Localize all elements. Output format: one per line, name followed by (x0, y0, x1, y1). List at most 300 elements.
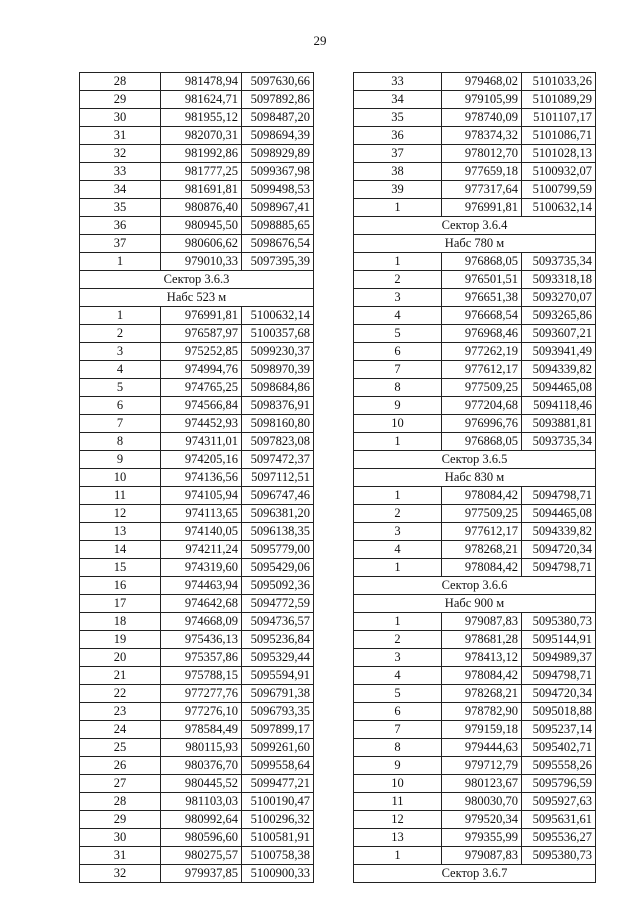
y-coordinate: 5094720,34 (522, 685, 596, 703)
x-coordinate: 980606,62 (161, 235, 242, 253)
y-coordinate: 5095631,61 (522, 811, 596, 829)
x-coordinate: 979712,79 (442, 757, 522, 775)
y-coordinate: 5095092,36 (242, 577, 314, 595)
x-coordinate: 974311,01 (161, 433, 242, 451)
x-coordinate: 980876,40 (161, 199, 242, 217)
y-coordinate: 5093318,18 (522, 271, 596, 289)
y-coordinate: 5100581,91 (242, 829, 314, 847)
y-coordinate: 5100632,14 (242, 307, 314, 325)
sector-header-row (354, 451, 596, 469)
y-coordinate: 5094772,59 (242, 595, 314, 613)
table-row (80, 613, 314, 631)
table-row (80, 163, 314, 181)
table-body-right (354, 73, 596, 883)
x-coordinate: 976651,38 (442, 289, 522, 307)
y-coordinate: 5096381,20 (242, 505, 314, 523)
point-number: 18 (80, 613, 161, 631)
table-row (80, 379, 314, 397)
y-coordinate: 5096747,46 (242, 487, 314, 505)
point-number: 6 (80, 397, 161, 415)
point-number: 2 (354, 631, 442, 649)
x-coordinate: 978374,32 (442, 127, 522, 145)
point-number: 38 (354, 163, 442, 181)
y-coordinate: 5097892,86 (242, 91, 314, 109)
y-coordinate: 5094339,82 (522, 523, 596, 541)
y-coordinate: 5100758,38 (242, 847, 314, 865)
table-row (80, 361, 314, 379)
table-row (80, 451, 314, 469)
table-row (80, 829, 314, 847)
x-coordinate: 978084,42 (442, 559, 522, 577)
point-number: 1 (354, 253, 442, 271)
point-number: 7 (354, 361, 442, 379)
point-number: 17 (80, 595, 161, 613)
y-coordinate: 5099477,21 (242, 775, 314, 793)
point-number: 3 (354, 289, 442, 307)
x-coordinate: 975252,85 (161, 343, 242, 361)
table-row (354, 379, 596, 397)
point-number: 21 (80, 667, 161, 685)
y-coordinate: 5093270,07 (522, 289, 596, 307)
table-row (80, 775, 314, 793)
point-number: 35 (80, 199, 161, 217)
point-number: 35 (354, 109, 442, 127)
point-number: 7 (80, 415, 161, 433)
table-row (80, 127, 314, 145)
point-number: 4 (354, 667, 442, 685)
point-number: 9 (354, 397, 442, 415)
x-coordinate: 979087,83 (442, 613, 522, 631)
sector-header-row (354, 217, 596, 235)
table-row (80, 217, 314, 235)
x-coordinate: 974136,56 (161, 469, 242, 487)
table-row (354, 145, 596, 163)
sector-header-row (354, 469, 596, 487)
x-coordinate: 980945,50 (161, 217, 242, 235)
sector-header: Сектор 3.6.3 (80, 271, 314, 289)
y-coordinate: 5098676,54 (242, 235, 314, 253)
x-coordinate: 976587,97 (161, 325, 242, 343)
table-row (80, 541, 314, 559)
x-coordinate: 975788,15 (161, 667, 242, 685)
point-number: 3 (80, 343, 161, 361)
sector-header-row (80, 289, 314, 307)
point-number: 1 (354, 433, 442, 451)
y-coordinate: 5098929,89 (242, 145, 314, 163)
x-coordinate: 977276,10 (161, 703, 242, 721)
table-row (354, 73, 596, 91)
table-row (80, 307, 314, 325)
x-coordinate: 974105,94 (161, 487, 242, 505)
y-coordinate: 5098694,39 (242, 127, 314, 145)
x-coordinate: 974765,25 (161, 379, 242, 397)
x-coordinate: 979355,99 (442, 829, 522, 847)
point-number: 2 (354, 505, 442, 523)
y-coordinate: 5094798,71 (522, 559, 596, 577)
point-number: 33 (354, 73, 442, 91)
point-number: 31 (80, 127, 161, 145)
y-coordinate: 5097630,66 (242, 73, 314, 91)
sector-header-row (354, 865, 596, 883)
x-coordinate: 978084,42 (442, 667, 522, 685)
point-number: 11 (354, 793, 442, 811)
point-number: 34 (354, 91, 442, 109)
y-coordinate: 5094736,57 (242, 613, 314, 631)
table-row (354, 793, 596, 811)
point-number: 5 (354, 325, 442, 343)
point-number: 31 (80, 847, 161, 865)
x-coordinate: 977277,76 (161, 685, 242, 703)
point-number: 30 (80, 109, 161, 127)
table-row (80, 703, 314, 721)
y-coordinate: 5093735,34 (522, 253, 596, 271)
x-coordinate: 978681,28 (442, 631, 522, 649)
x-coordinate: 978782,90 (442, 703, 522, 721)
y-coordinate: 5101089,29 (522, 91, 596, 109)
x-coordinate: 976996,76 (442, 415, 522, 433)
y-coordinate: 5095927,63 (522, 793, 596, 811)
x-coordinate: 974113,65 (161, 505, 242, 523)
y-coordinate: 5094465,08 (522, 379, 596, 397)
table-row (80, 811, 314, 829)
point-number: 5 (354, 685, 442, 703)
table-row (80, 847, 314, 865)
table-row (80, 253, 314, 271)
table-row (80, 145, 314, 163)
y-coordinate: 5100357,68 (242, 325, 314, 343)
y-coordinate: 5097899,17 (242, 721, 314, 739)
table-row (354, 811, 596, 829)
y-coordinate: 5100900,33 (242, 865, 314, 883)
x-coordinate: 978584,49 (161, 721, 242, 739)
y-coordinate: 5093881,81 (522, 415, 596, 433)
table-row (354, 667, 596, 685)
x-coordinate: 977317,64 (442, 181, 522, 199)
point-number: 6 (354, 703, 442, 721)
x-coordinate: 980123,67 (442, 775, 522, 793)
table-row (354, 559, 596, 577)
x-coordinate: 979159,18 (442, 721, 522, 739)
x-coordinate: 982070,31 (161, 127, 242, 145)
coordinates-table-left (79, 72, 314, 883)
sector-header: Сектор 3.6.5 (354, 451, 596, 469)
y-coordinate: 5095380,73 (522, 847, 596, 865)
table-row (354, 487, 596, 505)
sector-header: Набс 900 м (354, 595, 596, 613)
table-row (80, 91, 314, 109)
x-coordinate: 980596,60 (161, 829, 242, 847)
table-row (80, 469, 314, 487)
point-number: 36 (354, 127, 442, 145)
point-number: 30 (80, 829, 161, 847)
y-coordinate: 5095329,44 (242, 649, 314, 667)
y-coordinate: 5100190,47 (242, 793, 314, 811)
x-coordinate: 976868,05 (442, 433, 522, 451)
x-coordinate: 980115,93 (161, 739, 242, 757)
point-number: 1 (354, 487, 442, 505)
table-row (354, 757, 596, 775)
x-coordinate: 979520,34 (442, 811, 522, 829)
table-row (354, 253, 596, 271)
y-coordinate: 5098885,65 (242, 217, 314, 235)
x-coordinate: 981691,81 (161, 181, 242, 199)
y-coordinate: 5101086,71 (522, 127, 596, 145)
y-coordinate: 5096791,38 (242, 685, 314, 703)
point-number: 26 (80, 757, 161, 775)
table-row (354, 847, 596, 865)
x-coordinate: 980030,70 (442, 793, 522, 811)
table-row (354, 361, 596, 379)
point-number: 3 (354, 523, 442, 541)
x-coordinate: 981103,03 (161, 793, 242, 811)
sector-header-row (354, 577, 596, 595)
point-number: 13 (354, 829, 442, 847)
point-number: 19 (80, 631, 161, 649)
point-number: 1 (354, 847, 442, 865)
point-number: 33 (80, 163, 161, 181)
table-row (354, 199, 596, 217)
y-coordinate: 5094118,46 (522, 397, 596, 415)
x-coordinate: 979010,33 (161, 253, 242, 271)
x-coordinate: 977612,17 (442, 361, 522, 379)
table-row (354, 631, 596, 649)
point-number: 8 (80, 433, 161, 451)
table-row (354, 505, 596, 523)
table-row (354, 109, 596, 127)
sector-header-row (80, 271, 314, 289)
x-coordinate: 977659,18 (442, 163, 522, 181)
x-coordinate: 974463,94 (161, 577, 242, 595)
table-row (354, 307, 596, 325)
x-coordinate: 977509,25 (442, 379, 522, 397)
sector-header: Набс 780 м (354, 235, 596, 253)
point-number: 25 (80, 739, 161, 757)
point-number: 1 (354, 613, 442, 631)
x-coordinate: 978084,42 (442, 487, 522, 505)
x-coordinate: 977262,19 (442, 343, 522, 361)
table-row (354, 613, 596, 631)
y-coordinate: 5095779,00 (242, 541, 314, 559)
table-row (354, 289, 596, 307)
x-coordinate: 974566,84 (161, 397, 242, 415)
y-coordinate: 5095236,84 (242, 631, 314, 649)
table-row (354, 397, 596, 415)
y-coordinate: 5093265,86 (522, 307, 596, 325)
y-coordinate: 5094989,37 (522, 649, 596, 667)
x-coordinate: 979087,83 (442, 847, 522, 865)
x-coordinate: 981777,25 (161, 163, 242, 181)
point-number: 12 (354, 811, 442, 829)
y-coordinate: 5096138,35 (242, 523, 314, 541)
y-coordinate: 5097472,37 (242, 451, 314, 469)
point-number: 4 (354, 307, 442, 325)
x-coordinate: 979444,63 (442, 739, 522, 757)
table-row (80, 343, 314, 361)
x-coordinate: 978413,12 (442, 649, 522, 667)
y-coordinate: 5099498,53 (242, 181, 314, 199)
table-row (354, 127, 596, 145)
table-row (80, 559, 314, 577)
y-coordinate: 5095558,26 (522, 757, 596, 775)
y-coordinate: 5096793,35 (242, 703, 314, 721)
table-row (354, 685, 596, 703)
point-number: 5 (80, 379, 161, 397)
point-number: 10 (354, 415, 442, 433)
point-number: 28 (80, 793, 161, 811)
y-coordinate: 5100632,14 (522, 199, 596, 217)
y-coordinate: 5094465,08 (522, 505, 596, 523)
point-number: 22 (80, 685, 161, 703)
point-number: 37 (80, 235, 161, 253)
x-coordinate: 974668,09 (161, 613, 242, 631)
x-coordinate: 979105,99 (442, 91, 522, 109)
table-row (354, 325, 596, 343)
table-row (80, 433, 314, 451)
point-number: 9 (80, 451, 161, 469)
point-number: 1 (354, 559, 442, 577)
x-coordinate: 976668,54 (442, 307, 522, 325)
table-row (354, 775, 596, 793)
x-coordinate: 980376,70 (161, 757, 242, 775)
y-coordinate: 5094798,71 (522, 667, 596, 685)
y-coordinate: 5095018,88 (522, 703, 596, 721)
y-coordinate: 5099558,64 (242, 757, 314, 775)
point-number: 3 (354, 649, 442, 667)
y-coordinate: 5098970,39 (242, 361, 314, 379)
y-coordinate: 5095796,59 (522, 775, 596, 793)
point-number: 14 (80, 541, 161, 559)
point-number: 15 (80, 559, 161, 577)
table-row (80, 73, 314, 91)
table-row (80, 793, 314, 811)
y-coordinate: 5095594,91 (242, 667, 314, 685)
x-coordinate: 978012,70 (442, 145, 522, 163)
table-row (80, 595, 314, 613)
y-coordinate: 5098684,86 (242, 379, 314, 397)
point-number: 4 (354, 541, 442, 559)
table-row (80, 325, 314, 343)
point-number: 32 (80, 145, 161, 163)
y-coordinate: 5098376,91 (242, 397, 314, 415)
point-number: 11 (80, 487, 161, 505)
sector-header-row (354, 595, 596, 613)
y-coordinate: 5097823,08 (242, 433, 314, 451)
table-row (354, 649, 596, 667)
point-number: 13 (80, 523, 161, 541)
table-row (80, 721, 314, 739)
point-number: 16 (80, 577, 161, 595)
point-number: 37 (354, 145, 442, 163)
table-row (80, 415, 314, 433)
point-number: 6 (354, 343, 442, 361)
point-number: 1 (80, 253, 161, 271)
point-number: 2 (354, 271, 442, 289)
x-coordinate: 980275,57 (161, 847, 242, 865)
table-row (354, 829, 596, 847)
y-coordinate: 5098967,41 (242, 199, 314, 217)
table-row (80, 523, 314, 541)
point-number: 10 (354, 775, 442, 793)
x-coordinate: 980992,64 (161, 811, 242, 829)
point-number: 1 (80, 307, 161, 325)
table-row (354, 163, 596, 181)
table-row (80, 757, 314, 775)
y-coordinate: 5099261,60 (242, 739, 314, 757)
table-row (80, 667, 314, 685)
y-coordinate: 5094798,71 (522, 487, 596, 505)
x-coordinate: 978740,09 (442, 109, 522, 127)
sector-header: Набс 830 м (354, 469, 596, 487)
x-coordinate: 976991,81 (161, 307, 242, 325)
sector-header: Набс 523 м (80, 289, 314, 307)
x-coordinate: 976868,05 (442, 253, 522, 271)
x-coordinate: 981992,86 (161, 145, 242, 163)
x-coordinate: 976968,46 (442, 325, 522, 343)
x-coordinate: 977509,25 (442, 505, 522, 523)
x-coordinate: 974319,60 (161, 559, 242, 577)
x-coordinate: 978268,21 (442, 685, 522, 703)
x-coordinate: 981624,71 (161, 91, 242, 109)
table-row (80, 577, 314, 595)
page-number: 29 (313, 33, 327, 48)
y-coordinate: 5100799,59 (522, 181, 596, 199)
y-coordinate: 5099230,37 (242, 343, 314, 361)
y-coordinate: 5093735,34 (522, 433, 596, 451)
table-row (354, 181, 596, 199)
x-coordinate: 976991,81 (442, 199, 522, 217)
point-number: 36 (80, 217, 161, 235)
y-coordinate: 5100932,07 (522, 163, 596, 181)
sector-header: Сектор 3.6.7 (354, 865, 596, 883)
table-row (354, 523, 596, 541)
x-coordinate: 974205,16 (161, 451, 242, 469)
y-coordinate: 5095144,91 (522, 631, 596, 649)
y-coordinate: 5095380,73 (522, 613, 596, 631)
table-row (354, 343, 596, 361)
point-number: 32 (80, 865, 161, 883)
point-number: 24 (80, 721, 161, 739)
x-coordinate: 980445,52 (161, 775, 242, 793)
y-coordinate: 5095237,14 (522, 721, 596, 739)
point-number: 20 (80, 649, 161, 667)
sector-header-row (354, 235, 596, 253)
y-coordinate: 5093607,21 (522, 325, 596, 343)
table-row (80, 865, 314, 883)
x-coordinate: 979937,85 (161, 865, 242, 883)
table-row (80, 631, 314, 649)
point-number: 23 (80, 703, 161, 721)
y-coordinate: 5099367,98 (242, 163, 314, 181)
y-coordinate: 5094339,82 (522, 361, 596, 379)
point-number: 34 (80, 181, 161, 199)
table-body-left (80, 73, 314, 883)
table-row (80, 685, 314, 703)
y-coordinate: 5101107,17 (522, 109, 596, 127)
point-number: 8 (354, 379, 442, 397)
x-coordinate: 974452,93 (161, 415, 242, 433)
table-row (354, 739, 596, 757)
y-coordinate: 5095536,27 (522, 829, 596, 847)
x-coordinate: 974140,05 (161, 523, 242, 541)
table-row (80, 487, 314, 505)
sector-header: Сектор 3.6.6 (354, 577, 596, 595)
x-coordinate: 975357,86 (161, 649, 242, 667)
point-number: 10 (80, 469, 161, 487)
x-coordinate: 976501,51 (442, 271, 522, 289)
table-row (80, 397, 314, 415)
x-coordinate: 979468,02 (442, 73, 522, 91)
x-coordinate: 974994,76 (161, 361, 242, 379)
